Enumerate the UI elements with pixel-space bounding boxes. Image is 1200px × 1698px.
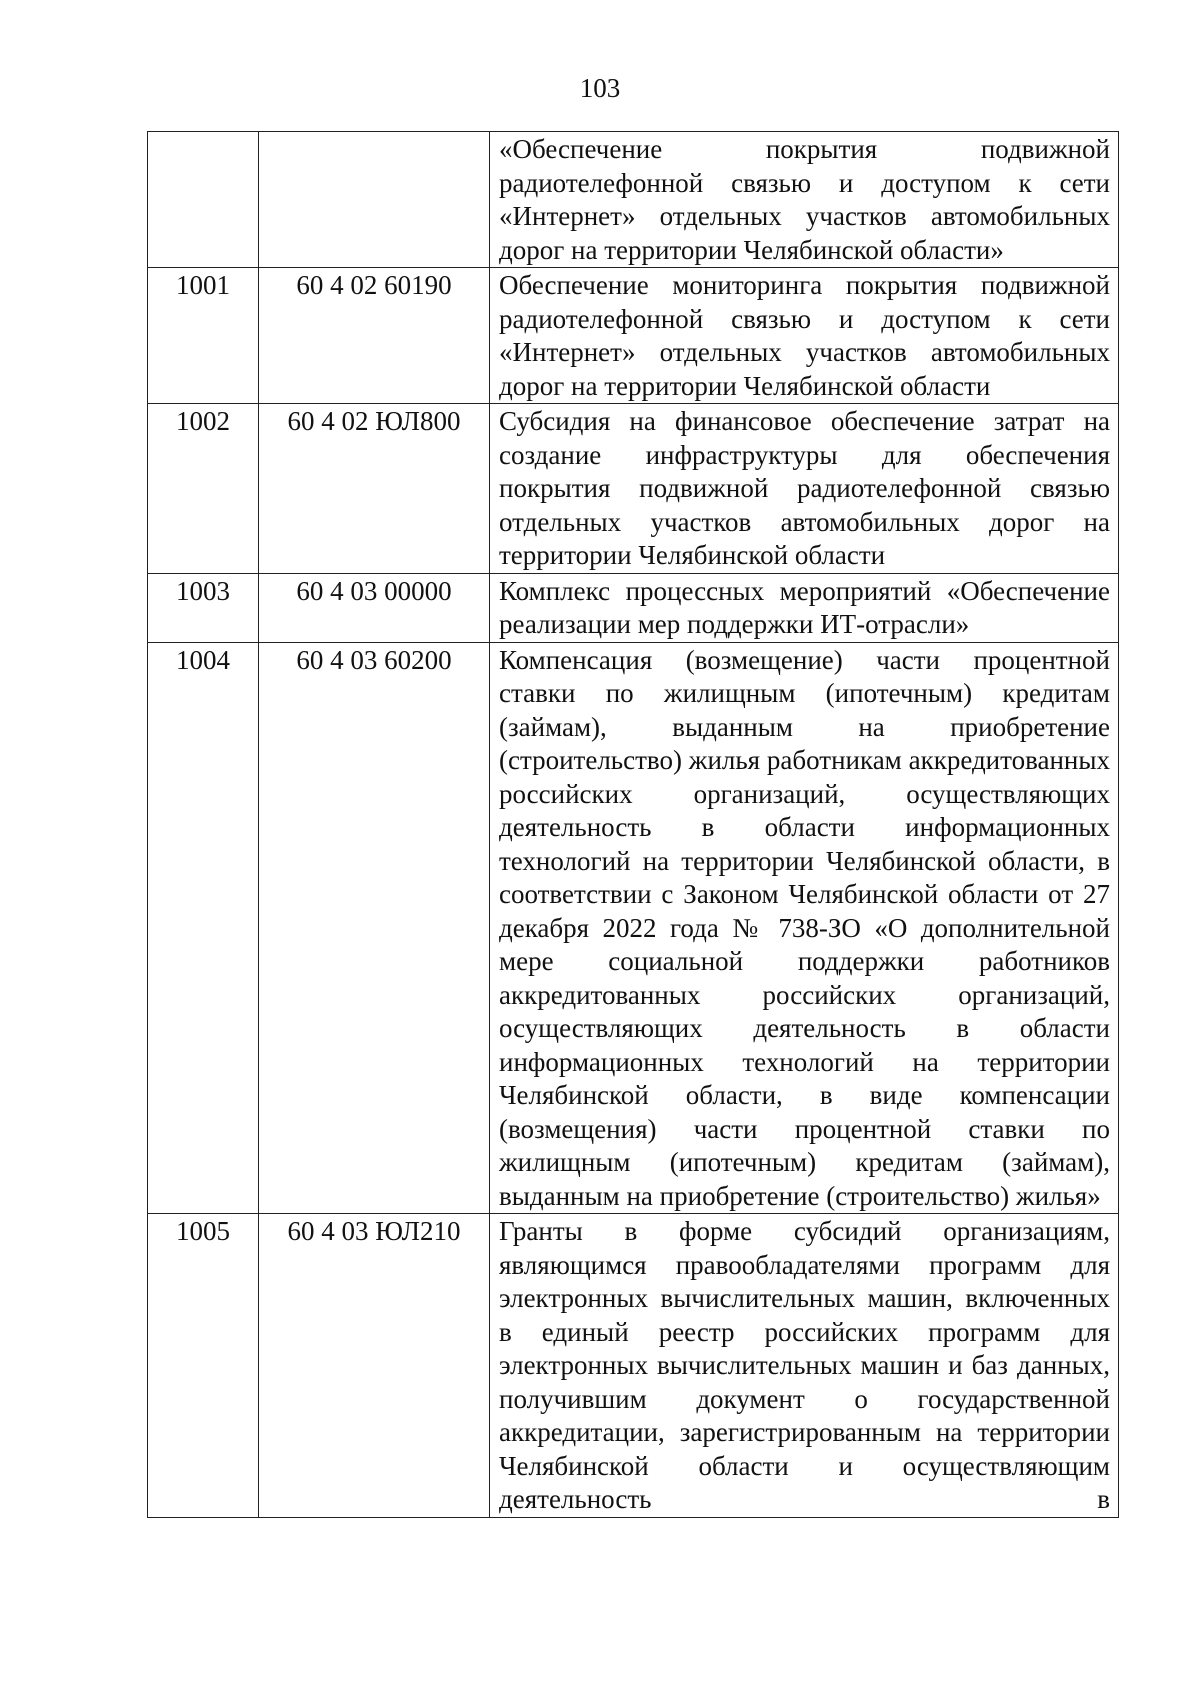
row-number-cell: 1004 xyxy=(148,642,259,1214)
target-code-cell: 60 4 03 00000 xyxy=(259,573,490,642)
description-cell: Гранты в форме субсидий организациям, являющимся правообладателями программ для электронных вычислительных машин, включенных в единый реестр российских программ для электронных вычислительных машин и баз данных, получившим документ о государственной аккредитации, зарегистрированным на территории Челябинской области и осуществляющим деятельность в xyxy=(490,1214,1119,1518)
row-number-cell: 1003 xyxy=(148,573,259,642)
table-row xyxy=(148,1214,1119,1518)
description-cell: «Обеспечение покрытия подвижной радиотелефонной связью и доступом к сети «Интернет» отдельных участков автомобильных дорог на территории Челябинской области» xyxy=(490,132,1119,268)
target-code-cell: 60 4 02 ЮЛ800 xyxy=(259,404,490,574)
row-number-cell: 1005 xyxy=(148,1214,259,1518)
table-row xyxy=(148,132,1119,268)
table-row xyxy=(148,268,1119,404)
row-number-cell: 1002 xyxy=(148,404,259,574)
target-code-cell xyxy=(259,132,490,268)
row-number-cell xyxy=(148,132,259,268)
description-cell: Комплекс процессных мероприятий «Обеспечение реализации мер поддержки ИТ-отрасли» xyxy=(490,573,1119,642)
description-cell: Субсидия на финансовое обеспечение затрат на создание инфраструктуры для обеспечения покрытия подвижной радиотелефонной связью отдельных участков автомобильных дорог на территории Челябинской области xyxy=(490,404,1119,574)
description-cell: Компенсация (возмещение) части процентной ставки по жилищным (ипотечным) кредитам (займам), выданным на приобретение (строительство) жилья работникам аккредитованных российских организаций, осуществляющих деятельность в области информационных технологий на территории Челябинской области, в соответствии с Законом Челябинской области от 27 декабря 2022 года № 738-ЗО «О дополнительной мере социальной поддержки работников аккредитованных российских организаций, осуществляющих деятельность в области информационных технологий на территории Челябинской области, в виде компенсации (возмещения) части процентной ставки по жилищным (ипотечным) кредитам (займам), выданным на приобретение (строительство) жилья» xyxy=(490,642,1119,1214)
target-code-cell: 60 4 03 60200 xyxy=(259,642,490,1214)
target-code-cell: 60 4 03 ЮЛ210 xyxy=(259,1214,490,1518)
page-number: 103 xyxy=(579,73,621,103)
target-code-cell: 60 4 02 60190 xyxy=(259,268,490,404)
table-row xyxy=(148,642,1119,1214)
row-number-cell: 1001 xyxy=(148,268,259,404)
budget-classification-table xyxy=(147,131,1119,1518)
table-row xyxy=(148,404,1119,574)
table-row xyxy=(148,573,1119,642)
description-cell: Обеспечение мониторинга покрытия подвижной радиотелефонной связью и доступом к сети «Интернет» отдельных участков автомобильных дорог на территории Челябинской области xyxy=(490,268,1119,404)
